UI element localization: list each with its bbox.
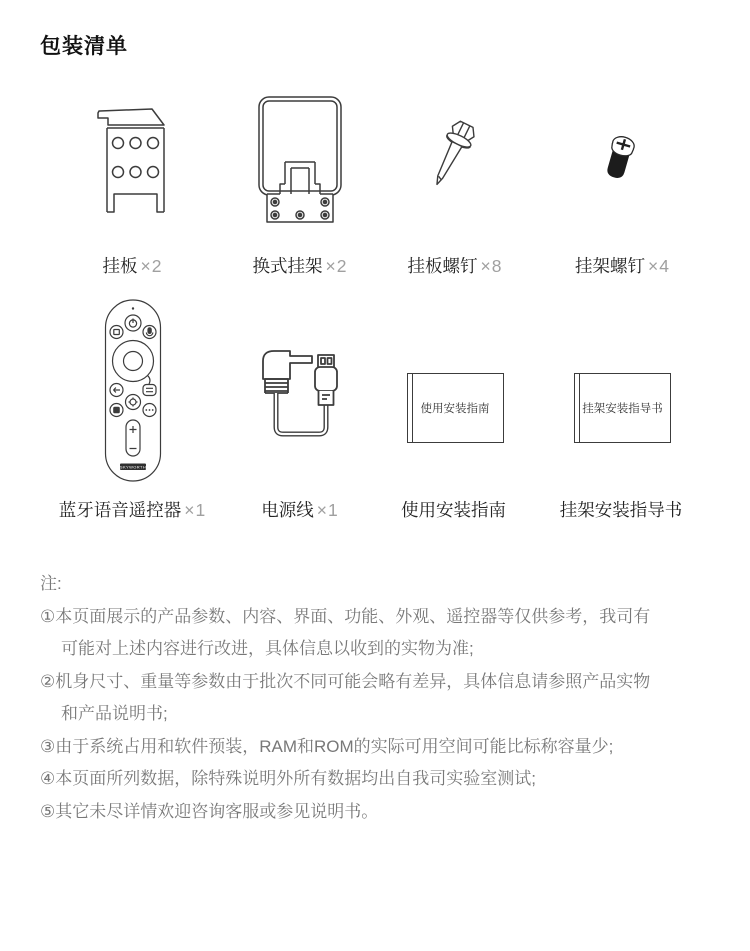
items-row-2 bbox=[45, 298, 750, 522]
item-count: ×2 bbox=[325, 256, 348, 276]
item-label bbox=[103, 253, 163, 278]
remote-control-icon bbox=[103, 298, 163, 483]
item-name: 蓝牙语音遥控器 bbox=[58, 500, 182, 520]
note-line: 和产品说明书; bbox=[61, 704, 168, 723]
item-name: 挂板螺钉 bbox=[407, 256, 478, 276]
item-count: ×8 bbox=[480, 256, 503, 276]
item-plate-screw bbox=[380, 85, 530, 278]
item-user-guide bbox=[380, 298, 530, 522]
item-label bbox=[575, 253, 670, 278]
item-label bbox=[560, 497, 686, 522]
booklet-spine bbox=[579, 374, 580, 442]
item-wall-plate bbox=[45, 85, 220, 278]
item-name: 挂架安装指导书 bbox=[559, 500, 683, 520]
item-label bbox=[59, 497, 206, 522]
mount-guide-booklet-icon bbox=[574, 298, 671, 483]
item-label bbox=[253, 253, 348, 278]
item-name: 电源线 bbox=[261, 500, 314, 520]
bracket-icon bbox=[254, 85, 346, 235]
machine-screw-icon bbox=[603, 85, 643, 235]
note-line: 可能对上述内容进行改进，具体信息以收到的实物为准; bbox=[61, 639, 474, 658]
item-label bbox=[408, 253, 503, 278]
item-bracket-screw bbox=[530, 85, 715, 278]
item-name: 挂板 bbox=[102, 256, 138, 276]
notes-section bbox=[40, 568, 710, 828]
note-line: ①本页面展示的产品参数、内容、界面、功能、外观、遥控器等仅供参考，我司有 bbox=[40, 606, 651, 626]
note-line: ④本页面所列数据，除特殊说明外所有数据均出自我司实验室测试; bbox=[40, 769, 536, 788]
page-title: 包装清单 bbox=[40, 35, 128, 58]
items-row-1 bbox=[45, 85, 750, 278]
item-count: ×2 bbox=[140, 256, 163, 276]
notes-heading: 注: bbox=[40, 574, 62, 593]
booklet-cover-text: 挂架安装指导书 bbox=[582, 402, 663, 415]
item-bracket bbox=[220, 85, 380, 278]
item-name: 换式挂架 bbox=[252, 256, 323, 276]
power-cable-icon bbox=[254, 298, 346, 483]
booklet-spine bbox=[412, 374, 413, 442]
item-label bbox=[401, 497, 509, 522]
item-name: 使用安装指南 bbox=[401, 500, 506, 520]
item-name: 挂架螺钉 bbox=[575, 256, 646, 276]
item-count: ×4 bbox=[648, 256, 670, 276]
wall-plate-icon bbox=[87, 85, 179, 235]
item-power-cable bbox=[220, 298, 380, 522]
note-line: ③由于系统占用和软件预装，RAM和ROM的实际可用空间可能比标称容量少; bbox=[40, 736, 614, 756]
item-remote bbox=[45, 298, 220, 522]
note-line: ⑤其它未尽详情欢迎咨询客服或参见说明书。 bbox=[40, 801, 379, 821]
item-label bbox=[261, 497, 338, 522]
item-count: ×1 bbox=[316, 500, 339, 520]
user-guide-booklet-icon bbox=[407, 298, 504, 483]
item-count: ×1 bbox=[184, 500, 207, 520]
booklet-cover-text: 使用安装指南 bbox=[420, 402, 490, 415]
remote-brand-text: SKYWORTH bbox=[119, 464, 146, 470]
item-mount-guide bbox=[530, 298, 715, 522]
lag-screw-icon bbox=[423, 85, 487, 235]
note-line: ②机身尺寸、重量等参数由于批次不同可能会略有差异，具体信息请参照产品实物 bbox=[40, 671, 651, 691]
